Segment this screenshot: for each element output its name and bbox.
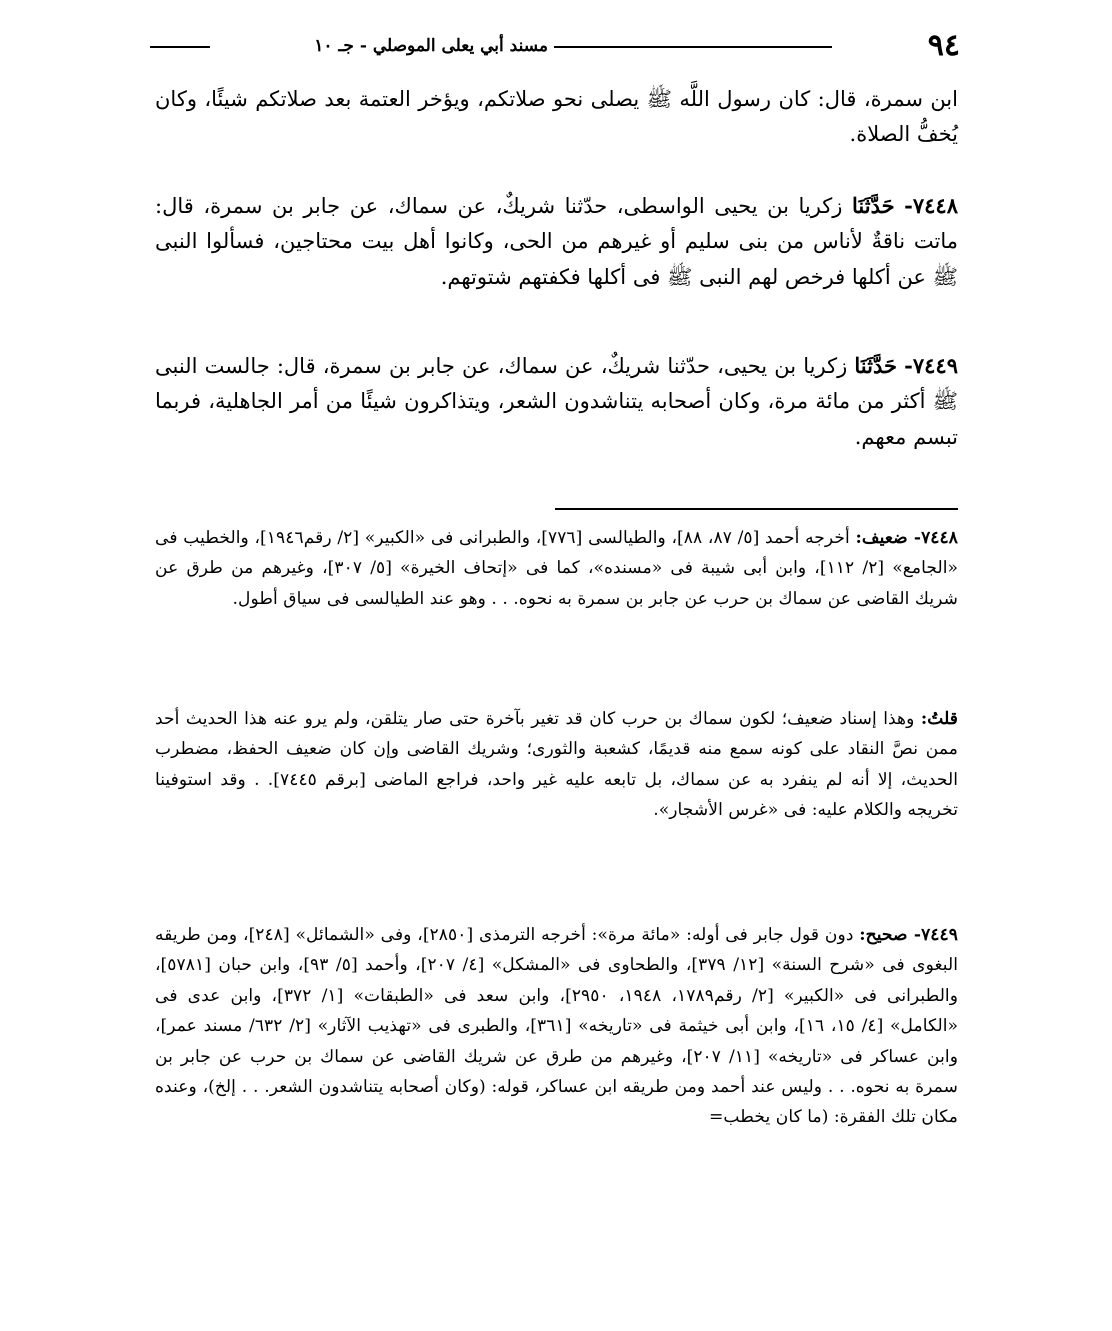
- footnote-commentary: [155, 704, 958, 826]
- header-rule-end: [150, 46, 210, 48]
- footnote-separator: [555, 508, 958, 510]
- hadith-number: ٧٤٤٨-: [904, 193, 958, 218]
- running-title: مسند أبي يعلى الموصلي - جـ ١٠: [314, 36, 548, 56]
- haddathana-word: حَدَّثَنَا: [852, 193, 895, 218]
- footnote-label: ٧٤٤٨- ضعيف:: [855, 528, 959, 548]
- page-number: ٩٤: [927, 28, 960, 63]
- hadith-7449: [155, 348, 958, 455]
- footnote-7449: [155, 920, 958, 1133]
- footnote-label: قلتُ:: [920, 709, 958, 729]
- header-rule: [554, 46, 832, 48]
- hadith-number: ٧٤٤٩-: [904, 353, 958, 378]
- page-header: [150, 28, 960, 64]
- footnote-text: أخرجه أحمد [٥/ ٨٧، ٨٨]، والطيالسى [٧٧٦]، والطبرانى فى «الكبير» [٢/ رقم١٩٤٦]، والخطيب فى «الجامع» [٢/ ١١٢]، وابن أبى شيبة فى «مسنده»، كما فى «إتحاف الخيرة» [٥/ ٣٠٧]، وغيرهم من طرق عن شريك القاضى عن سماك بن حرب عن جابر بن سمرة به نحوه. . . وهو عند الطيالسى فى سياق أطول.: [155, 528, 958, 609]
- footnote-text: دون قول جابر فى أوله: «مائة مرة»: أخرجه الترمذى [٢٨٥٠]، وفى «الشمائل» [٢٤٨]، ومن طريقه البغوى فى «شرح السنة» [١٢/ ٣٧٩]، والطحاوى فى «المشكل» [٤/ ٢٠٧]، وأحمد [٥/ ٩٣]، وابن حبان [٥٧٨١]، والطبرانى فى «الكبير» [٢/ رقم١٧٨٩، ١٩٤٨، ٢٩٥٠]، وابن سعد فى «الطبقات» [١/ ٣٧٢]، وابن عدى فى «الكامل» [٤/ ١٥، ١٦]، وابن أبى خيثمة فى «تاريخه» [٣٦١]، والطبرى فى «تهذيب الآثار» [٢/ ٦٣٢/ مسند عمر]، وابن عساكر فى «تاريخه» [١١/ ٢٠٧]، وغيرهم من طرق عن شريك القاضى عن سماك بن حرب عن جابر بن سمرة به نحوه. . . وليس عند أحمد ومن طريقه ابن عساكر، قوله: (وكان أصحابه يتناشدون الشعر. . . إلخ)، وعنده مكان تلك الفقرة: (ما كان يخطب=: [155, 925, 959, 1128]
- haddathana-word: حَدَّثَنَا: [854, 353, 897, 378]
- hadith-7448: [155, 188, 958, 295]
- footnote-text: وهذا إسناد ضعيف؛ لكون سماك بن حرب كان قد تغير بآخرة حتى صار يتلقن، ولم يرو عنه هذا الحديث أحد ممن نصَّ النقاد على كونه سمع منه قديمًا، كشعبة والثورى؛ وشريك القاضى وإن كان ضعيف الحفظ، مضطرب الحديث، إلا أنه لم ينفرد به عن سماك، بل تابعه عليه غير واحد، فراجع الماضى [برقم ٧٤٤٥]. . وقد استوفينا تخريجه والكلام عليه: فى «غرس الأشجار».: [155, 709, 958, 821]
- hadith-text: زكريا بن يحيى، حدّثنا شريكٌ، عن سماك، عن جابر بن سمرة، قال: جالست النبى ﷺ أكثر من مائة مرة، وكان أصحابه يتناشدون الشعر، ويتذاكرون شيئًا من أمر الجاهلية، فربما تبسم معهم.: [155, 354, 958, 449]
- hadith-continuation: ابن سمرة، قال: كان رسول اللَّه ﷺ يصلى نحو صلاتكم، ويؤخر العتمة بعد صلاتكم شيئًا، وكان يُخفُّ الصلاة.: [155, 87, 958, 147]
- footnote-7448: [155, 523, 958, 614]
- hadith-text: زكريا بن يحيى الواسطى، حدّثنا شريكٌ، عن سماك، عن جابر بن سمرة، قال: ماتت ناقةٌ لأناس من بنى سليم أو غيرهم من الحى، وكانوا أهل بيت محتاجين، فسألوا النبى ﷺ عن أكلها فرخص لهم النبى ﷺ فى أكلها فكفتهم شتوتهم.: [155, 194, 958, 289]
- footnote-label: ٧٤٤٩- صحيح:: [859, 925, 958, 945]
